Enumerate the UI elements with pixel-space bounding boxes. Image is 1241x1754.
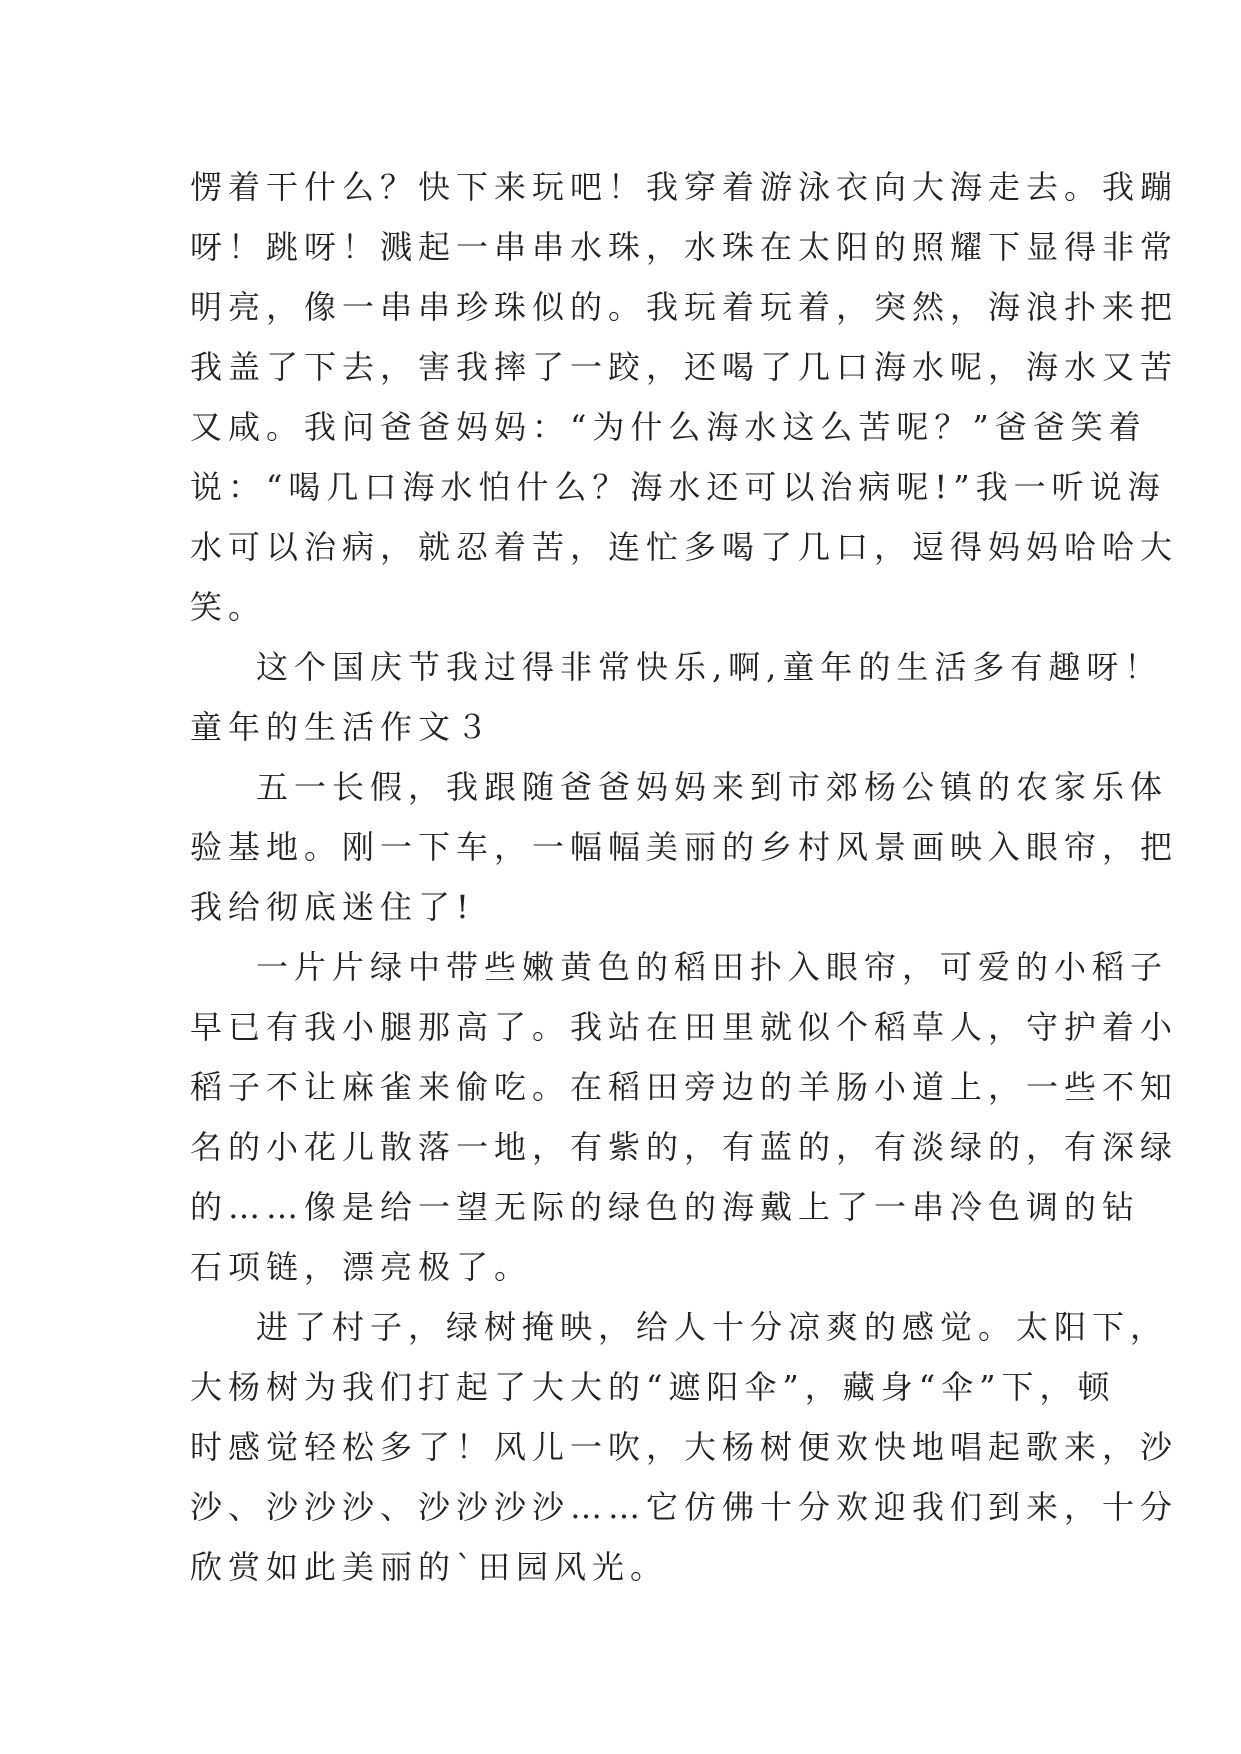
text-line: 我给彻底迷住了! [190,888,475,926]
text-line: 水可以治病，就忍着苦，连忙多喝了几口，逗得妈妈哈哈大 [190,528,1179,566]
text-line: 大杨树为我们打起了大大的“遮阳伞”，藏身“伞”下，顿 [190,1368,1116,1406]
text-line: 稻子不让麻雀来偷吃。在稻田旁边的羊肠小道上，一些不知 [190,1068,1179,1106]
text-line: 石项链，漂亮极了。 [190,1248,533,1286]
text-line: 时感觉轻松多了！风儿一吹，大杨树便欢快地唱起歌来，沙 [190,1428,1179,1466]
text-line: 明亮，像一串串珍珠似的。我玩着玩着，突然，海浪扑来把 [190,288,1179,326]
text-line: 我盖了下去，害我摔了一跤，还喝了几口海水呢，海水又苦 [190,348,1179,386]
paragraph-1 [190,157,1179,637]
text-line: 验基地。刚一下车，一幅幅美丽的乡村风景画映入眼帘，把 [190,828,1179,866]
text-line: 进了村子，绿树掩映，给人十分凉爽的感觉。太阳下， [256,1308,1169,1346]
paragraph-5 [190,1297,1179,1597]
text-line: 这个国庆节我过得非常快乐,啊,童年的生活多有趣呀！ [256,648,1163,686]
text-line: 早已有我小腿那高了。我站在田里就似个稻草人，守护着小 [190,1008,1179,1046]
text-line: 笑。 [190,588,267,626]
paragraph-2 [190,637,1163,697]
text-line: 的……像是给一望无际的绿色的海戴上了一串冷色调的钻 [190,1188,1141,1226]
paragraph-4 [190,937,1179,1297]
text-line: 沙、沙沙沙、沙沙沙沙……它仿佛十分欢迎我们到来，十分 [190,1488,1179,1526]
text-line: 欣赏如此美丽的`田园风光。 [190,1548,669,1586]
text-line: 愣着干什么？快下来玩吧！我穿着游泳衣向大海走去。我蹦 [190,168,1179,206]
section-heading: 童年的生活作文３ [190,708,495,746]
text-line: 呀！跳呀！溅起一串串水珠，水珠在太阳的照耀下显得非常 [190,228,1179,266]
paragraph-3 [190,757,1179,937]
text-line: 名的小花儿散落一地，有紫的，有蓝的，有淡绿的，有深绿 [190,1128,1179,1166]
text-line: 一片片绿中带些嫩黄色的稻田扑入眼帘，可爱的小稻子 [256,948,1169,986]
text-line: 又咸。我问爸爸妈妈：“为什么海水这么苦呢？”爸爸笑着 [190,408,1147,446]
text-line: 说：“喝几口海水怕什么？海水还可以治病呢!”我一听说海 [190,468,1166,506]
document-body [190,157,1179,1597]
text-line: 五一长假，我跟随爸爸妈妈来到市郊杨公镇的农家乐体 [256,768,1169,806]
